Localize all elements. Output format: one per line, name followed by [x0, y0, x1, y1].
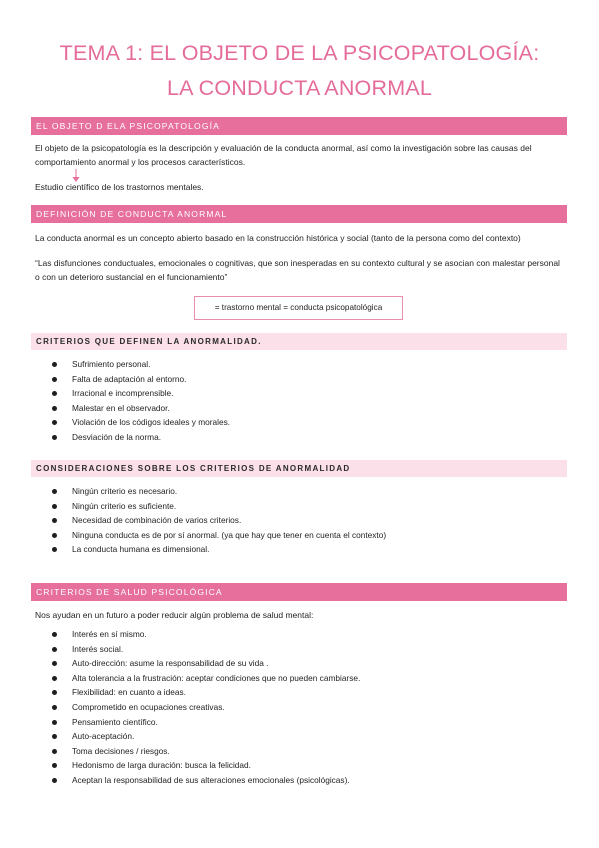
list-item: Interés social. [50, 642, 360, 657]
bullet-icon [52, 763, 57, 768]
section-heading-consideraciones: CONSIDERACIONES SOBRE LOS CRITERIOS DE ANORMALIDAD [31, 460, 567, 477]
list-item: Desviación de la norma. [50, 430, 230, 445]
section-heading-objeto: EL OBJETO D ELA PSICOPATOLOGÍA [31, 117, 567, 135]
list-item: Interés en sí mismo. [50, 627, 360, 642]
list-item: Pensamiento científico. [50, 715, 360, 730]
list-item: Irracional e incomprensible. [50, 386, 230, 401]
list-item: Auto-dirección: asume la responsabilidad de su vida . [50, 656, 360, 671]
equation-box: = trastorno mental = conducta psicopatológica [194, 296, 403, 320]
bullet-icon [52, 661, 57, 666]
section-heading-criterios: CRITERIOS QUE DEFINEN LA ANORMALIDAD. [31, 333, 567, 350]
bullet-icon [52, 377, 57, 382]
bullet-icon [52, 391, 57, 396]
salud-list [50, 627, 360, 788]
list-item: Violación de los códigos ideales y morales. [50, 415, 230, 430]
study-text: Estudio científico de los trastornos mentales. [35, 182, 204, 192]
list-item: Necesidad de combinación de varios criterios. [50, 513, 386, 528]
list-item: Ningún criterio es suficiente. [50, 499, 386, 514]
list-item: Ninguna conducta es de por sí anormal. (ya que hay que tener en cuenta el contexto) [50, 528, 386, 543]
list-item: Comprometido en ocupaciones creativas. [50, 700, 360, 715]
list-item: Toma decisiones / riesgos. [50, 744, 360, 759]
bullet-icon [52, 705, 57, 710]
bullet-icon [52, 676, 57, 681]
bullet-icon [52, 749, 57, 754]
bullet-icon [52, 690, 57, 695]
bullet-icon [52, 632, 57, 637]
page-title-line1: TEMA 1: EL OBJETO DE LA PSICOPATOLOGÍA: [59, 41, 540, 65]
bullet-icon [52, 734, 57, 739]
bullet-icon [52, 533, 57, 538]
bullet-icon [52, 647, 57, 652]
list-item: Ningún criterio es necesario. [50, 484, 386, 499]
list-item: Auto-aceptación. [50, 729, 360, 744]
bullet-icon [52, 547, 57, 552]
section-heading-definicion: DEFINICIÓN DE CONDUCTA ANORMAL [31, 205, 567, 223]
consideraciones-list [50, 484, 386, 557]
definicion-paragraph: La conducta anormal es un concepto abierto basado en la construcción histórica y social (tanto de la persona como del contexto) [35, 233, 521, 243]
list-item: Malestar en el observador. [50, 401, 230, 416]
objeto-paragraph: El objeto de la psicopatología es la descripción y evaluación de la conducta anormal, así como la investigación sobre las causas del comportamiento anormal y los procesos característicos. [35, 143, 532, 167]
bullet-icon [52, 362, 57, 367]
definicion-quote: “Las disfunciones conductuales, emocionales o cognitivas, que son inesperadas en su contexto cultural y se asocian con malestar personal o con un deterioro sustancial en el funcionamiento” [35, 258, 560, 282]
bullet-icon [52, 504, 57, 509]
list-item: Hedonismo de larga duración: busca la felicidad. [50, 758, 360, 773]
bullet-icon [52, 435, 57, 440]
criterios-list [50, 357, 230, 445]
page-title-line2: LA CONDUCTA ANORMAL [166, 76, 433, 100]
list-item: Aceptan la responsabilidad de sus alteraciones emocionales (psicológicas). [50, 773, 360, 788]
list-item: La conducta humana es dimensional. [50, 542, 386, 557]
bullet-icon [52, 778, 57, 783]
section-heading-salud: CRITERIOS DE SALUD PSICOLÓGICA [31, 583, 567, 601]
bullet-icon [52, 518, 57, 523]
bullet-icon [52, 420, 57, 425]
list-item: Falta de adaptación al entorno. [50, 372, 230, 387]
list-item: Flexibilidad: en cuanto a ideas. [50, 685, 360, 700]
bullet-icon [52, 489, 57, 494]
bullet-icon [52, 720, 57, 725]
list-item: Sufrimiento personal. [50, 357, 230, 372]
list-item: Alta tolerancia a la frustración: aceptar condiciones que no pueden cambiarse. [50, 671, 360, 686]
salud-intro: Nos ayudan en un futuro a poder reducir algún problema de salud mental: [35, 610, 314, 620]
bullet-icon [52, 406, 57, 411]
